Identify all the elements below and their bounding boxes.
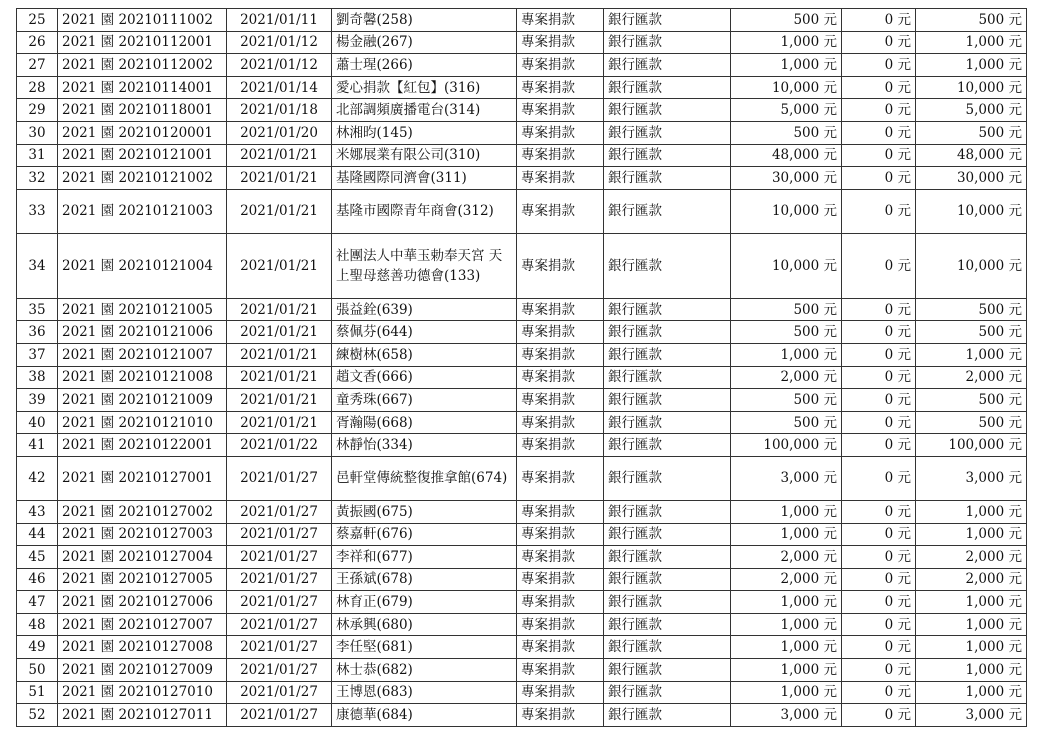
- donation-date: 2021/01/27: [227, 568, 332, 591]
- donation-date: 2021/01/21: [227, 233, 332, 298]
- donor-name: 林士恭(682): [332, 659, 517, 682]
- fee-amount: 0 元: [842, 434, 916, 457]
- payment-method: 銀行匯款: [604, 613, 731, 636]
- payment-method: 銀行匯款: [604, 659, 731, 682]
- payment-method: 銀行匯款: [604, 704, 731, 727]
- row-number: 32: [17, 167, 58, 190]
- fee-amount: 0 元: [842, 99, 916, 122]
- fee-amount: 0 元: [842, 568, 916, 591]
- donor-name: 基隆國際同濟會(311): [332, 167, 517, 190]
- donation-date: 2021/01/21: [227, 167, 332, 190]
- row-number: 40: [17, 411, 58, 434]
- net-amount: 100,000 元: [916, 434, 1027, 457]
- donation-type: 專案捐款: [517, 659, 604, 682]
- net-amount: 1,000 元: [916, 591, 1027, 614]
- receipt-number: 2021 園 20210121004: [58, 233, 227, 298]
- payment-method: 銀行匯款: [604, 546, 731, 569]
- receipt-number: 2021 園 20210127002: [58, 500, 227, 523]
- payment-method: 銀行匯款: [604, 9, 731, 32]
- donation-amount: 500 元: [731, 121, 842, 144]
- fee-amount: 0 元: [842, 411, 916, 434]
- table-row: [17, 613, 1027, 636]
- net-amount: 10,000 元: [916, 76, 1027, 99]
- donor-name: 社團法人中華玉勅奉天宮 天上聖母慈善功德會(133): [332, 233, 517, 298]
- fee-amount: 0 元: [842, 343, 916, 366]
- table-row: [17, 681, 1027, 704]
- donation-type: 專案捐款: [517, 411, 604, 434]
- donor-name: 童秀珠(667): [332, 389, 517, 412]
- net-amount: 500 元: [916, 121, 1027, 144]
- donor-name: 基隆市國際青年商會(312): [332, 189, 517, 233]
- fee-amount: 0 元: [842, 31, 916, 54]
- donation-type: 專案捐款: [517, 456, 604, 500]
- row-number: 31: [17, 144, 58, 167]
- receipt-number: 2021 園 20210121005: [58, 298, 227, 321]
- donation-date: 2021/01/27: [227, 704, 332, 727]
- payment-method: 銀行匯款: [604, 366, 731, 389]
- donation-type: 專案捐款: [517, 546, 604, 569]
- row-number: 26: [17, 31, 58, 54]
- donation-type: 專案捐款: [517, 343, 604, 366]
- donation-type: 專案捐款: [517, 144, 604, 167]
- receipt-number: 2021 園 20210118001: [58, 99, 227, 122]
- donation-type: 專案捐款: [517, 167, 604, 190]
- fee-amount: 0 元: [842, 704, 916, 727]
- row-number: 33: [17, 189, 58, 233]
- net-amount: 1,000 元: [916, 54, 1027, 77]
- row-number: 49: [17, 636, 58, 659]
- donor-name: 張益銓(639): [332, 298, 517, 321]
- row-number: 30: [17, 121, 58, 144]
- net-amount: 30,000 元: [916, 167, 1027, 190]
- payment-method: 銀行匯款: [604, 681, 731, 704]
- receipt-number: 2021 園 20210121009: [58, 389, 227, 412]
- payment-method: 銀行匯款: [604, 298, 731, 321]
- donation-date: 2021/01/27: [227, 591, 332, 614]
- donation-amount: 500 元: [731, 411, 842, 434]
- table-row: [17, 434, 1027, 457]
- table-row: [17, 411, 1027, 434]
- table-row: [17, 167, 1027, 190]
- donation-type: 專案捐款: [517, 434, 604, 457]
- table-row: [17, 121, 1027, 144]
- net-amount: 500 元: [916, 389, 1027, 412]
- donation-amount: 48,000 元: [731, 144, 842, 167]
- fee-amount: 0 元: [842, 546, 916, 569]
- donation-type: 專案捐款: [517, 298, 604, 321]
- receipt-number: 2021 園 20210120001: [58, 121, 227, 144]
- donor-name: 楊金融(267): [332, 31, 517, 54]
- donor-name: 米娜展業有限公司(310): [332, 144, 517, 167]
- donation-amount: 1,000 元: [731, 31, 842, 54]
- receipt-number: 2021 園 20210121006: [58, 321, 227, 344]
- receipt-number: 2021 園 20210121001: [58, 144, 227, 167]
- row-number: 47: [17, 591, 58, 614]
- row-number: 44: [17, 523, 58, 546]
- payment-method: 銀行匯款: [604, 500, 731, 523]
- donation-date: 2021/01/21: [227, 189, 332, 233]
- fee-amount: 0 元: [842, 636, 916, 659]
- donor-name: 林承興(680): [332, 613, 517, 636]
- fee-amount: 0 元: [842, 233, 916, 298]
- row-number: 34: [17, 233, 58, 298]
- table-row: [17, 99, 1027, 122]
- donation-date: 2021/01/11: [227, 9, 332, 32]
- row-number: 50: [17, 659, 58, 682]
- table-row: [17, 546, 1027, 569]
- receipt-number: 2021 園 20210121007: [58, 343, 227, 366]
- row-number: 51: [17, 681, 58, 704]
- receipt-number: 2021 園 20210127008: [58, 636, 227, 659]
- donation-amount: 10,000 元: [731, 233, 842, 298]
- donor-name: 李祥和(677): [332, 546, 517, 569]
- donation-date: 2021/01/27: [227, 456, 332, 500]
- row-number: 46: [17, 568, 58, 591]
- row-number: 25: [17, 9, 58, 32]
- net-amount: 1,000 元: [916, 523, 1027, 546]
- donation-amount: 10,000 元: [731, 76, 842, 99]
- payment-method: 銀行匯款: [604, 411, 731, 434]
- fee-amount: 0 元: [842, 298, 916, 321]
- table-row: [17, 343, 1027, 366]
- table-row: [17, 76, 1027, 99]
- donation-type: 專案捐款: [517, 500, 604, 523]
- payment-method: 銀行匯款: [604, 343, 731, 366]
- donation-amount: 100,000 元: [731, 434, 842, 457]
- net-amount: 2,000 元: [916, 366, 1027, 389]
- donation-date: 2021/01/27: [227, 546, 332, 569]
- donation-type: 專案捐款: [517, 704, 604, 727]
- donation-type: 專案捐款: [517, 389, 604, 412]
- donation-type: 專案捐款: [517, 568, 604, 591]
- receipt-number: 2021 園 20210127003: [58, 523, 227, 546]
- net-amount: 5,000 元: [916, 99, 1027, 122]
- receipt-number: 2021 園 20210127004: [58, 546, 227, 569]
- fee-amount: 0 元: [842, 54, 916, 77]
- donation-amount: 2,000 元: [731, 546, 842, 569]
- table-row: [17, 636, 1027, 659]
- donation-amount: 3,000 元: [731, 704, 842, 727]
- net-amount: 1,000 元: [916, 500, 1027, 523]
- donation-type: 專案捐款: [517, 9, 604, 32]
- net-amount: 3,000 元: [916, 704, 1027, 727]
- fee-amount: 0 元: [842, 681, 916, 704]
- receipt-number: 2021 園 20210114001: [58, 76, 227, 99]
- table-row: [17, 9, 1027, 32]
- donation-amount: 500 元: [731, 321, 842, 344]
- donor-name: 愛心捐款【紅包】(316): [332, 76, 517, 99]
- receipt-number: 2021 園 20210121008: [58, 366, 227, 389]
- payment-method: 銀行匯款: [604, 434, 731, 457]
- payment-method: 銀行匯款: [604, 321, 731, 344]
- payment-method: 銀行匯款: [604, 636, 731, 659]
- donation-amount: 10,000 元: [731, 189, 842, 233]
- row-number: 48: [17, 613, 58, 636]
- row-number: 27: [17, 54, 58, 77]
- donation-type: 專案捐款: [517, 613, 604, 636]
- table-row: [17, 523, 1027, 546]
- row-number: 43: [17, 500, 58, 523]
- table-row: [17, 659, 1027, 682]
- net-amount: 10,000 元: [916, 233, 1027, 298]
- row-number: 35: [17, 298, 58, 321]
- donation-date: 2021/01/21: [227, 144, 332, 167]
- net-amount: 3,000 元: [916, 456, 1027, 500]
- row-number: 52: [17, 704, 58, 727]
- net-amount: 1,000 元: [916, 681, 1027, 704]
- donation-ledger-body: [17, 9, 1027, 727]
- row-number: 29: [17, 99, 58, 122]
- donation-amount: 1,000 元: [731, 591, 842, 614]
- receipt-number: 2021 園 20210122001: [58, 434, 227, 457]
- net-amount: 1,000 元: [916, 659, 1027, 682]
- donation-amount: 1,000 元: [731, 343, 842, 366]
- donation-date: 2021/01/14: [227, 76, 332, 99]
- table-row: [17, 500, 1027, 523]
- donation-amount: 500 元: [731, 9, 842, 32]
- donation-date: 2021/01/12: [227, 31, 332, 54]
- net-amount: 500 元: [916, 411, 1027, 434]
- fee-amount: 0 元: [842, 189, 916, 233]
- net-amount: 2,000 元: [916, 568, 1027, 591]
- receipt-number: 2021 園 20210112002: [58, 54, 227, 77]
- payment-method: 銀行匯款: [604, 121, 731, 144]
- donation-amount: 1,000 元: [731, 636, 842, 659]
- fee-amount: 0 元: [842, 500, 916, 523]
- donation-date: 2021/01/21: [227, 321, 332, 344]
- receipt-number: 2021 園 20210111002: [58, 9, 227, 32]
- fee-amount: 0 元: [842, 659, 916, 682]
- donation-date: 2021/01/27: [227, 659, 332, 682]
- receipt-number: 2021 園 20210127009: [58, 659, 227, 682]
- payment-method: 銀行匯款: [604, 456, 731, 500]
- donor-name: 蕭士瑆(266): [332, 54, 517, 77]
- table-row: [17, 456, 1027, 500]
- row-number: 42: [17, 456, 58, 500]
- donation-date: 2021/01/21: [227, 343, 332, 366]
- net-amount: 500 元: [916, 298, 1027, 321]
- payment-method: 銀行匯款: [604, 233, 731, 298]
- donation-type: 專案捐款: [517, 636, 604, 659]
- donation-type: 專案捐款: [517, 681, 604, 704]
- fee-amount: 0 元: [842, 121, 916, 144]
- table-row: [17, 366, 1027, 389]
- fee-amount: 0 元: [842, 366, 916, 389]
- donation-amount: 1,000 元: [731, 681, 842, 704]
- table-row: [17, 54, 1027, 77]
- fee-amount: 0 元: [842, 321, 916, 344]
- donation-amount: 5,000 元: [731, 99, 842, 122]
- donation-amount: 500 元: [731, 298, 842, 321]
- fee-amount: 0 元: [842, 76, 916, 99]
- donor-name: 趙文香(666): [332, 366, 517, 389]
- donor-name: 蔡佩芬(644): [332, 321, 517, 344]
- donation-amount: 1,000 元: [731, 523, 842, 546]
- donation-date: 2021/01/21: [227, 389, 332, 412]
- donation-date: 2021/01/20: [227, 121, 332, 144]
- payment-method: 銀行匯款: [604, 591, 731, 614]
- donor-name: 康德華(684): [332, 704, 517, 727]
- donation-date: 2021/01/12: [227, 54, 332, 77]
- fee-amount: 0 元: [842, 523, 916, 546]
- donor-name: 林靜怡(334): [332, 434, 517, 457]
- donation-amount: 2,000 元: [731, 366, 842, 389]
- table-row: [17, 321, 1027, 344]
- donor-name: 蔡嘉軒(676): [332, 523, 517, 546]
- donation-date: 2021/01/27: [227, 523, 332, 546]
- receipt-number: 2021 園 20210121010: [58, 411, 227, 434]
- receipt-number: 2021 園 20210121002: [58, 167, 227, 190]
- donor-name: 王孫斌(678): [332, 568, 517, 591]
- row-number: 41: [17, 434, 58, 457]
- donation-amount: 3,000 元: [731, 456, 842, 500]
- donation-amount: 1,000 元: [731, 500, 842, 523]
- donation-amount: 1,000 元: [731, 659, 842, 682]
- table-row: [17, 298, 1027, 321]
- donation-date: 2021/01/27: [227, 636, 332, 659]
- donor-name: 李任堅(681): [332, 636, 517, 659]
- fee-amount: 0 元: [842, 613, 916, 636]
- row-number: 28: [17, 76, 58, 99]
- donation-date: 2021/01/22: [227, 434, 332, 457]
- fee-amount: 0 元: [842, 144, 916, 167]
- donation-date: 2021/01/21: [227, 411, 332, 434]
- donation-date: 2021/01/27: [227, 681, 332, 704]
- donation-type: 專案捐款: [517, 523, 604, 546]
- row-number: 45: [17, 546, 58, 569]
- donation-type: 專案捐款: [517, 54, 604, 77]
- receipt-number: 2021 園 20210112001: [58, 31, 227, 54]
- donor-name: 林育正(679): [332, 591, 517, 614]
- donor-name: 北部調頻廣播電台(314): [332, 99, 517, 122]
- donation-date: 2021/01/27: [227, 500, 332, 523]
- payment-method: 銀行匯款: [604, 76, 731, 99]
- net-amount: 2,000 元: [916, 546, 1027, 569]
- fee-amount: 0 元: [842, 167, 916, 190]
- donor-name: 胥瀚陽(668): [332, 411, 517, 434]
- payment-method: 銀行匯款: [604, 189, 731, 233]
- fee-amount: 0 元: [842, 591, 916, 614]
- net-amount: 500 元: [916, 9, 1027, 32]
- table-row: [17, 144, 1027, 167]
- donation-date: 2021/01/21: [227, 298, 332, 321]
- row-number: 39: [17, 389, 58, 412]
- payment-method: 銀行匯款: [604, 523, 731, 546]
- donor-name: 林湘昀(145): [332, 121, 517, 144]
- receipt-number: 2021 園 20210121003: [58, 189, 227, 233]
- payment-method: 銀行匯款: [604, 54, 731, 77]
- donation-amount: 30,000 元: [731, 167, 842, 190]
- donation-type: 專案捐款: [517, 321, 604, 344]
- donation-amount: 1,000 元: [731, 613, 842, 636]
- donation-type: 專案捐款: [517, 189, 604, 233]
- donor-name: 邑軒堂傳統整復推拿館(674): [332, 456, 517, 500]
- table-row: [17, 568, 1027, 591]
- receipt-number: 2021 園 20210127011: [58, 704, 227, 727]
- donation-amount: 500 元: [731, 389, 842, 412]
- net-amount: 48,000 元: [916, 144, 1027, 167]
- donor-name: 劉奇馨(258): [332, 9, 517, 32]
- fee-amount: 0 元: [842, 9, 916, 32]
- row-number: 36: [17, 321, 58, 344]
- table-row: [17, 233, 1027, 298]
- donor-name: 王博恩(683): [332, 681, 517, 704]
- payment-method: 銀行匯款: [604, 389, 731, 412]
- donation-date: 2021/01/21: [227, 366, 332, 389]
- net-amount: 1,000 元: [916, 613, 1027, 636]
- table-row: [17, 31, 1027, 54]
- donation-type: 專案捐款: [517, 99, 604, 122]
- receipt-number: 2021 園 20210127001: [58, 456, 227, 500]
- table-row: [17, 389, 1027, 412]
- donation-date: 2021/01/27: [227, 613, 332, 636]
- receipt-number: 2021 園 20210127010: [58, 681, 227, 704]
- donation-ledger-table: [16, 8, 1027, 727]
- donor-name: 黃振國(675): [332, 500, 517, 523]
- net-amount: 1,000 元: [916, 31, 1027, 54]
- table-row: [17, 591, 1027, 614]
- payment-method: 銀行匯款: [604, 167, 731, 190]
- payment-method: 銀行匯款: [604, 99, 731, 122]
- row-number: 38: [17, 366, 58, 389]
- table-row: [17, 704, 1027, 727]
- row-number: 37: [17, 343, 58, 366]
- payment-method: 銀行匯款: [604, 568, 731, 591]
- donation-type: 專案捐款: [517, 121, 604, 144]
- donation-type: 專案捐款: [517, 76, 604, 99]
- donation-type: 專案捐款: [517, 366, 604, 389]
- receipt-number: 2021 園 20210127007: [58, 613, 227, 636]
- payment-method: 銀行匯款: [604, 144, 731, 167]
- payment-method: 銀行匯款: [604, 31, 731, 54]
- receipt-number: 2021 園 20210127006: [58, 591, 227, 614]
- donor-name: 練樹林(658): [332, 343, 517, 366]
- fee-amount: 0 元: [842, 389, 916, 412]
- donation-type: 專案捐款: [517, 591, 604, 614]
- fee-amount: 0 元: [842, 456, 916, 500]
- donation-date: 2021/01/18: [227, 99, 332, 122]
- net-amount: 1,000 元: [916, 343, 1027, 366]
- donation-amount: 1,000 元: [731, 54, 842, 77]
- donation-type: 專案捐款: [517, 31, 604, 54]
- table-row: [17, 189, 1027, 233]
- donation-amount: 2,000 元: [731, 568, 842, 591]
- donation-type: 專案捐款: [517, 233, 604, 298]
- receipt-number: 2021 園 20210127005: [58, 568, 227, 591]
- net-amount: 10,000 元: [916, 189, 1027, 233]
- net-amount: 500 元: [916, 321, 1027, 344]
- net-amount: 1,000 元: [916, 636, 1027, 659]
